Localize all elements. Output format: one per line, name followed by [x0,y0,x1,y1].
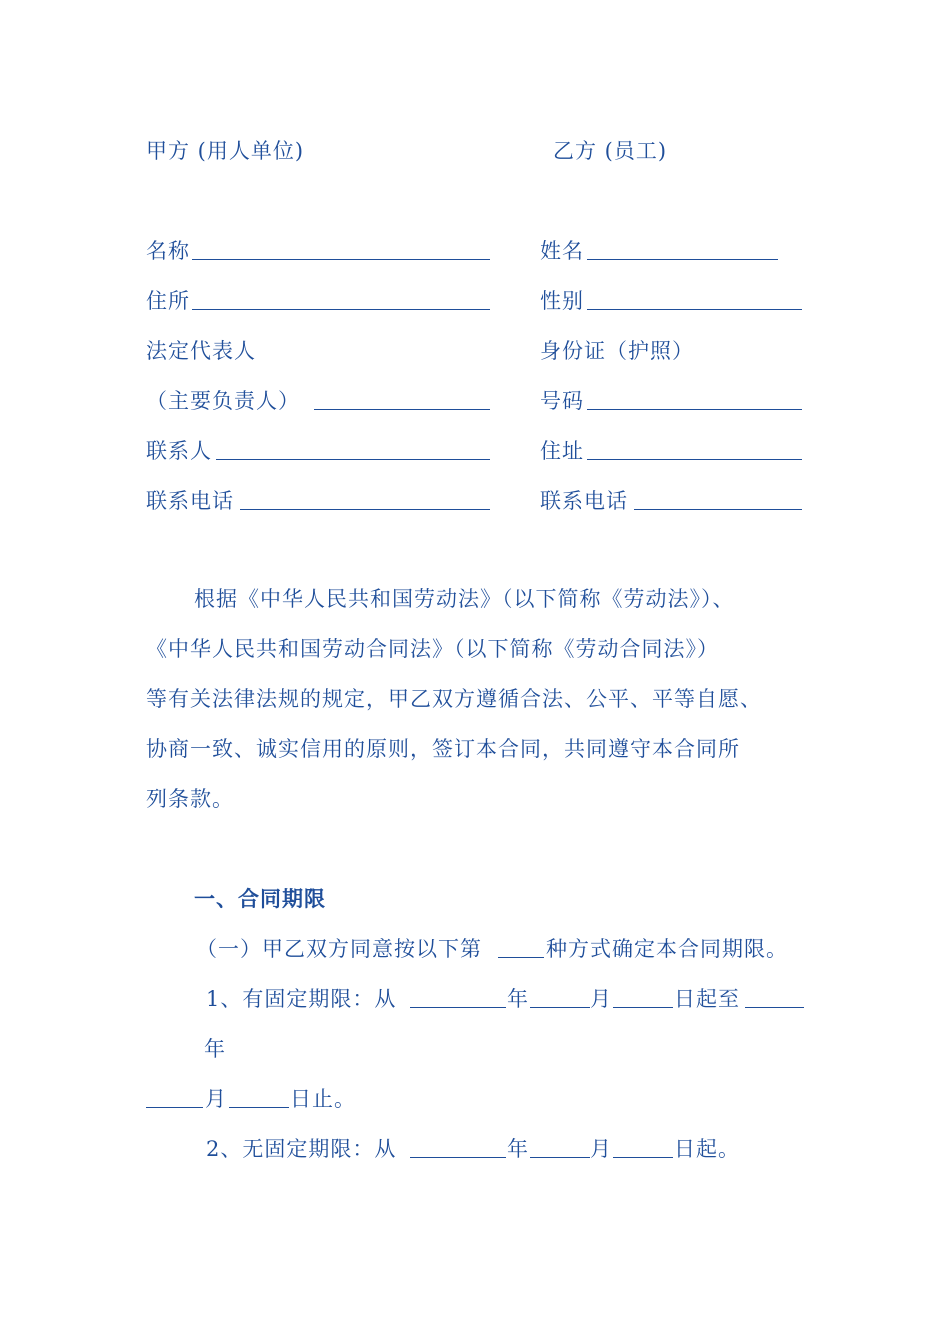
party-b-address-label: 住址 [540,439,584,463]
party-b-id-number-blank[interactable] [587,409,802,410]
party-a-address-blank[interactable] [192,309,490,310]
party-b-name-label: 姓名 [540,239,584,263]
party-a-phone-blank[interactable] [240,509,490,510]
party-a-heading: 甲方 (用人单位) [146,139,305,163]
option-2-from-label: 日起。 [674,1137,740,1161]
option-2-start-month-blank[interactable] [530,1157,590,1158]
option-1-end-month-label: 月 [205,1087,227,1111]
option-1-start-month-blank[interactable] [530,1007,590,1008]
party-a-contact-blank[interactable] [216,459,490,460]
party-a-contact-label: 联系人 [146,439,212,463]
party-a-legal-rep-label: 法定代表人 [146,339,256,363]
clause-1-text-b: 种方式确定本合同期限。 [546,937,788,961]
preamble-line-1: 根据《中华人民共和国劳动法》（以下简称《劳动法》）、 [194,587,735,611]
party-b-name-blank[interactable] [587,259,778,260]
option-1-month-label: 月 [590,987,612,1011]
party-b-phone-blank[interactable] [634,509,802,510]
party-a-name-label: 名称 [146,239,190,263]
party-a-name-blank[interactable] [192,259,490,260]
party-b-address-blank[interactable] [587,459,802,460]
party-b-phone-label: 联系电话 [540,489,628,513]
party-b-gender-label: 性别 [540,289,584,313]
option-1-year-label: 年 [507,987,529,1011]
party-b-id-label: 身份证（护照） [540,339,694,363]
option-1-start-year-blank[interactable] [410,1007,506,1008]
option-1-end-label: 日止。 [290,1087,356,1111]
party-b-heading: 乙方 (员工) [553,139,668,163]
party-a-address-label: 住所 [146,289,190,313]
option-1-start-day-blank[interactable] [613,1007,673,1008]
party-a-phone-label: 联系电话 [146,489,234,513]
option-1-label: 1、有固定期限：从 [206,987,397,1011]
option-2-start-year-blank[interactable] [410,1157,506,1158]
party-b-id-number-label: 号码 [540,389,584,413]
section-1-title: 一、合同期限 [194,887,326,911]
clause-1-text-a: （一）甲乙双方同意按以下第 [196,937,482,961]
option-1-end-year-label: 年 [204,1037,226,1061]
preamble-line-2: 《中华人民共和国劳动合同法》（以下简称《劳动合同法》） [146,637,719,661]
preamble-line-5: 列条款。 [146,787,234,811]
option-1-end-month-blank[interactable] [146,1107,203,1108]
option-2-month-label: 月 [590,1137,612,1161]
option-2-year-label: 年 [507,1137,529,1161]
option-2-label: 2、无固定期限：从 [206,1137,397,1161]
option-1-end-day-blank[interactable] [229,1107,289,1108]
party-b-gender-blank[interactable] [587,309,802,310]
option-1-end-year-blank[interactable] [745,1007,804,1008]
party-a-legal-rep-sub-label: （主要负责人） [146,389,300,413]
preamble-line-3: 等有关法律法规的规定，甲乙双方遵循合法、公平、平等自愿、 [146,687,762,711]
clause-1-blank[interactable] [498,957,544,958]
preamble-line-4: 协商一致、诚实信用的原则，签订本合同，共同遵守本合同所 [146,737,740,761]
option-1-to-label: 日起至 [674,987,740,1011]
party-a-legal-rep-blank[interactable] [314,409,490,410]
option-2-start-day-blank[interactable] [613,1157,673,1158]
